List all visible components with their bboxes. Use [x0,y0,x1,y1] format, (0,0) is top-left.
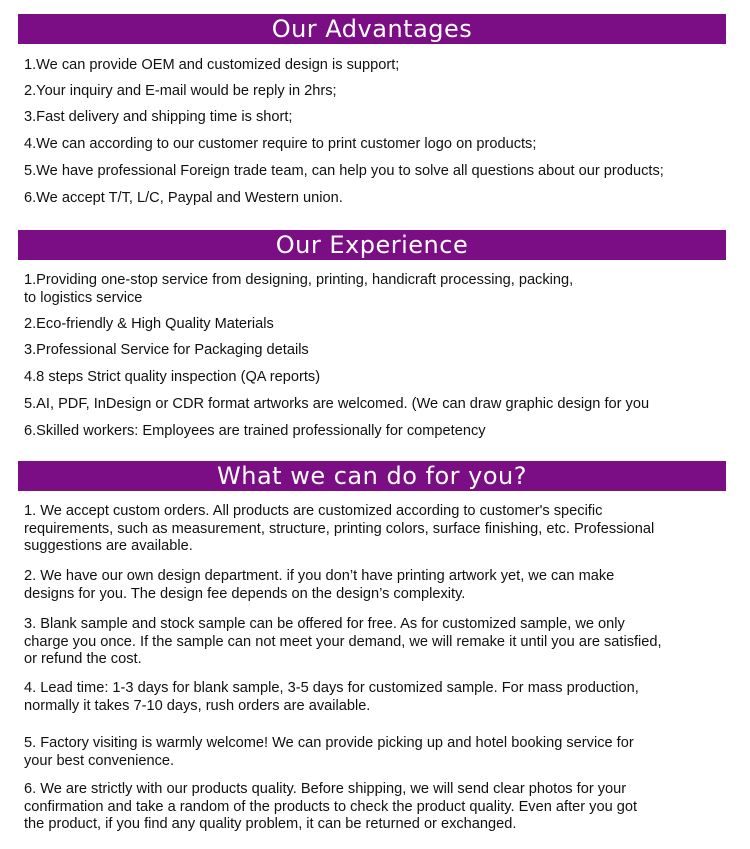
service-item: 4. Lead time: 1-3 days for blank sample, 3-5 days for customized sample. For mass production, normally it takes 7-10 days, rush orders are available. [24,680,639,714]
experience-banner: Our Experience [18,230,726,260]
experience-item: 6.Skilled workers: Employees are trained professionally for competency [24,423,486,439]
services-banner: What we can do for you? [18,461,726,491]
service-item: 3. Blank sample and stock sample can be offered for free. As for customized sample, we only charge you once. If the sample can not meet your demand, we will remake it until you are satisfied, or refund the cost. [24,616,662,667]
experience-item: 2.Eco-friendly & High Quality Materials [24,316,274,332]
advantage-item: 5.We have professional Foreign trade team, can help you to solve all questions about our products; [24,163,664,179]
advantage-item: 2.Your inquiry and E-mail would be reply in 2hrs; [24,83,337,99]
experience-item: 1.Providing one-stop service from designing, printing, handicraft processing, packing, to logistics service [24,272,574,306]
advantage-item: 1.We can provide OEM and customized design is support; [24,57,400,73]
experience-item: 4.8 steps Strict quality inspection (QA reports) [24,369,321,385]
experience-item: 3.Professional Service for Packaging details [24,342,309,358]
service-item: 5. Factory visiting is warmly welcome! We can provide picking up and hotel booking service for your best convenience. [24,735,634,769]
advantages-banner: Our Advantages [18,14,726,44]
service-item: 1. We accept custom orders. All products are customized according to customer's specific requirements, such as measurement, structure, printing colors, surface finishing, etc. Professional suggestions are available. [24,503,655,554]
experience-item: 5.AI, PDF, InDesign or CDR format artworks are welcomed. (We can draw graphic design for you [24,396,650,412]
service-item: 2. We have our own design department. if you don’t have printing artwork yet, we can make designs for you. The design fee depends on the design’s complexity. [24,568,615,602]
advantage-item: 6.We accept T/T, L/C, Paypal and Western union. [24,190,343,206]
advantage-item: 4.We can according to our customer require to print customer logo on products; [24,136,537,152]
advantage-item: 3.Fast delivery and shipping time is short; [24,109,293,125]
service-item: 6. We are strictly with our products quality. Before shipping, we will send clear photos for your confirmation and take a random of the products to check the product quality. Even after you got the product, if you find any quality problem, it can be returned or exchanged. [24,781,638,832]
